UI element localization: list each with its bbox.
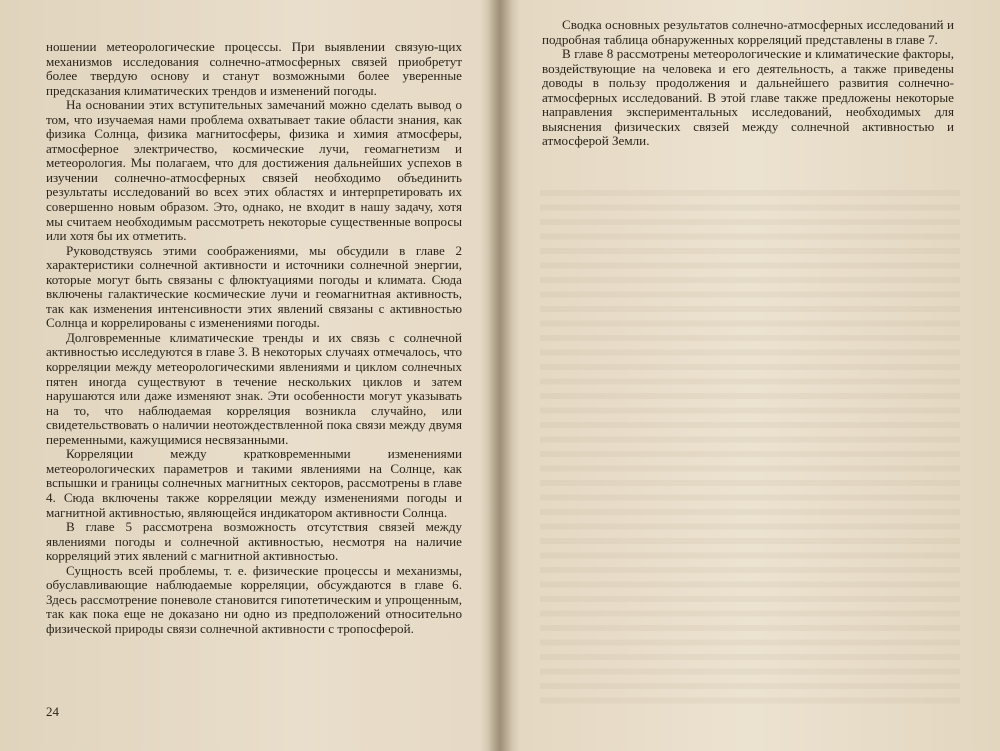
right-page <box>500 0 1000 751</box>
paragraph: ношении метеорологические процессы. При выявлении связую-щих механизмов исследования солнечно-атмосферных связей приобретут более твердую основу и станут возможными более уверенные предсказания климатических трендов и изменений погоды. <box>46 39 462 98</box>
paragraph: Долговременные климатические тренды и их связь с солнечной активностью исследуются в главе 3. В некоторых случаях отмечалось, что корреляции между метеорологическими явлениями и циклом солнечных пятен иногда существуют в течение нескольких циклов и затем нарушаются или даже изменяют знак. Эти особенности могут указывать на то, что наблюдаемая корреляция возникла случайно, или свидетельствовать о наличии неотождествленной пока связи между двумя переменными, кажущимися несвязанными. <box>46 329 462 447</box>
paragraph: Сущность всей проблемы, т. е. физические процессы и механизмы, обуславливающие наблюдаемые корреляции, обсуждаются в главе 6. Здесь рассмотрение поневоле становится гипотетическим и упрощенным, так как пока еще не доказано ни одно из предположений относительно физической природы связи солнечной активности с тропосферой. <box>46 562 462 636</box>
paragraph: Корреляции между кратковременными изменениями метеорологических параметров и такими явлениями на Солнце, как вспышки и границы солнечных магнитных секторов, рассмотрены в главе 4. Сюда включены также корреляции между изменениями погоды и магнитной активностью, являющейся индикатором активности Солнца. <box>46 446 462 520</box>
left-page-text <box>46 40 462 636</box>
page-number: 24 <box>46 704 59 719</box>
right-page-text <box>542 18 954 149</box>
paragraph: В главе 8 рассмотрены метеорологические и климатические факторы, воздействующие на человека и его деятельность, а также приведены доводы в пользу продолжения и дальнейшего развития солнечно-атмосферных исследований. В этой главе также предложены некоторые направления экспериментальных исследований, необходимых для выяснения физических связей между солнечной активностью и атмосферой Земли. <box>542 46 954 149</box>
paragraph: На основании этих вступительных замечаний можно сделать вывод о том, что изучаемая нами проблема охватывает такие области знания, как физика Солнца, физика магнитосферы, физика и химия атмосферы, атмосферное электричество, космические лучи, геомагнетизм и метеорология. Мы полагаем, что для достижения дальнейших успехов в изучении солнечно-атмосферных связей необходимо объединить результаты исследований во всех этих областях и интерпретировать их совершенно новым образом. Это, однако, не входит в нашу задачу, хотя мы считаем необходимым рассмотреть некоторые существенные вопросы или хотя бы их отметить. <box>46 97 462 244</box>
paragraph: Руководствуясь этими соображениями, мы обсудили в главе 2 характеристики солнечной активности и источники солнечной энергии, которые могут быть связаны с флюктуациями погоды и климата. Сюда включены галактические космические лучи и геомагнитная активность, так как изменения интенсивности этих явлений связаны с активностью Солнца и коррелированы с изменениями погоды. <box>46 242 462 331</box>
paragraph: Сводка основных результатов солнечно-атмосферных исследований и подробная таблица обнаруженных корреляций представлены в главе 7. <box>542 17 954 47</box>
paragraph: В главе 5 рассмотрена возможность отсутствия связей между явлениями погоды и солнечной активностью, несмотря на наличие корреляций этих явлений с магнитной активностью. <box>46 519 462 564</box>
